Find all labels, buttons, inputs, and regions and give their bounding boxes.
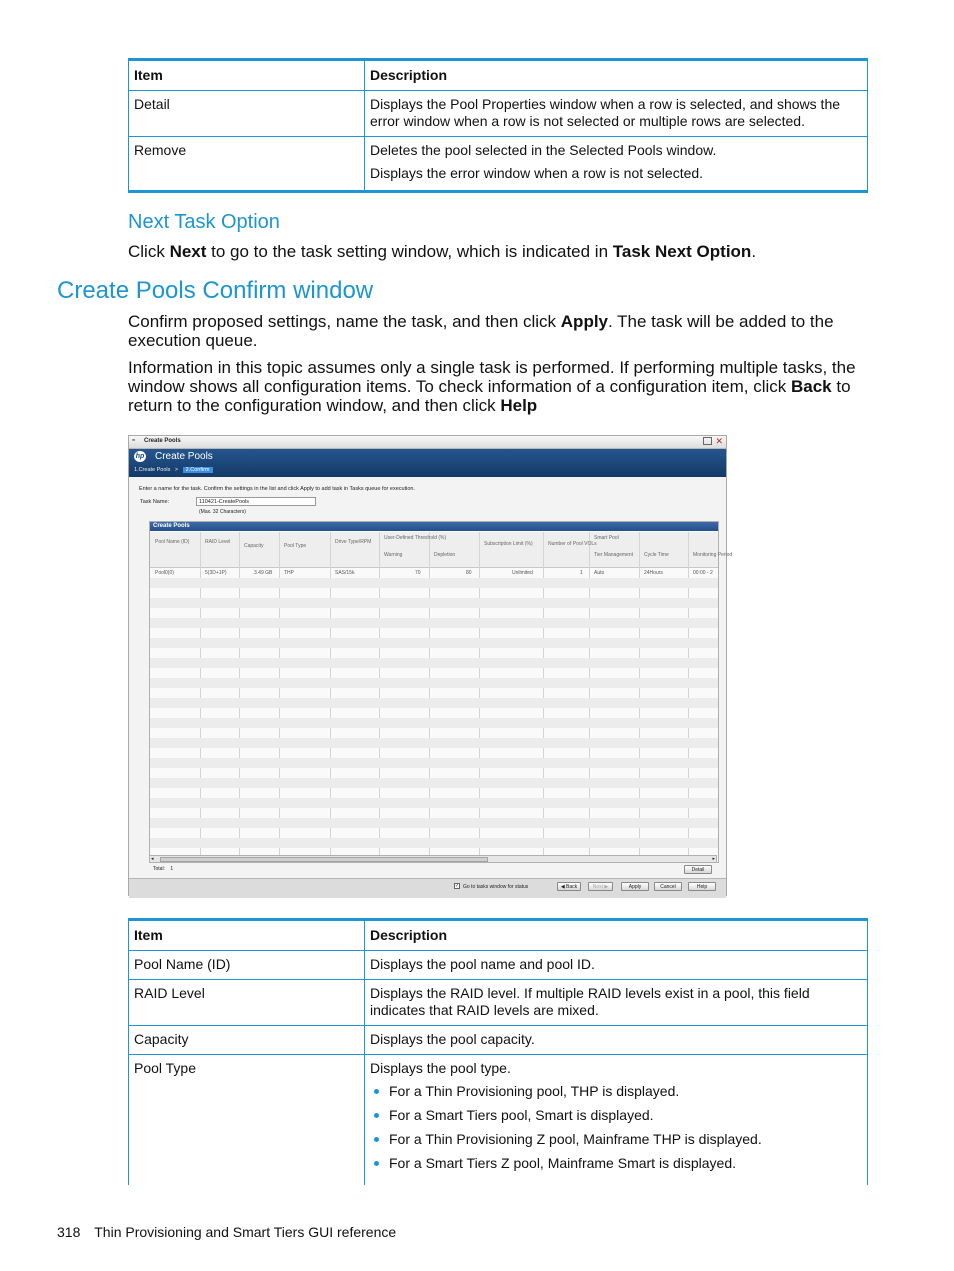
table-row — [150, 678, 718, 688]
table-row — [129, 1055, 868, 1186]
table-row — [150, 778, 718, 788]
col-drive-type[interactable]: Drive Type/RPM — [335, 539, 372, 545]
bold-term: Help — [500, 396, 538, 415]
pool-type-list — [370, 1083, 862, 1172]
list-item: For a Thin Provisioning pool, THP is displayed. — [370, 1083, 862, 1100]
close-icon: ✕ — [715, 436, 723, 446]
cell-description — [365, 137, 868, 192]
col-subscription-limit[interactable]: Subscription Limit (%) — [484, 541, 533, 547]
table-row — [150, 828, 718, 838]
task-name-label: Task Name: — [140, 499, 170, 505]
help-button[interactable]: Help — [688, 882, 716, 891]
cell-item: Pool Name (ID) — [129, 951, 365, 980]
table-row — [129, 91, 868, 137]
cell-item: Capacity — [129, 1026, 365, 1055]
cell-item: Detail — [129, 91, 365, 137]
table-title: Create Pools — [150, 522, 718, 531]
table-row — [150, 588, 718, 598]
instruction-text: Enter a name for the task. Confirm the settings in the list and click Apply to add task in Tasks queue for execution. — [139, 486, 415, 492]
horizontal-scrollbar[interactable] — [149, 855, 717, 863]
cell-capacity: 3.49 GB — [254, 570, 273, 576]
goto-tasks-label: Go to tasks window for status — [463, 884, 529, 890]
table-row — [129, 980, 868, 1026]
table-row — [150, 718, 718, 728]
table-row — [129, 951, 868, 980]
table-row — [129, 137, 868, 192]
table-row — [150, 578, 718, 588]
list-item: For a Thin Provisioning Z pool, Mainframe THP is displayed. — [370, 1131, 862, 1148]
header-item: Item — [129, 60, 365, 91]
table-row — [150, 818, 718, 828]
back-button[interactable]: ◀ Back — [557, 882, 581, 891]
hp-logo-icon: hp — [135, 453, 145, 460]
section-paragraph-1 — [128, 312, 868, 350]
text: . — [751, 242, 757, 261]
cell-pool-name: Pool0(0) — [155, 570, 174, 576]
table-row — [150, 658, 718, 668]
footer-title: Thin Provisioning and Smart Tiers GUI reference — [94, 1224, 397, 1240]
table-row — [150, 748, 718, 758]
table-row — [150, 628, 718, 638]
cell-description — [365, 1055, 868, 1186]
section-heading: Create Pools Confirm window — [57, 277, 374, 304]
cell-pool-type: THP — [284, 570, 294, 576]
table-row — [150, 808, 718, 818]
crumb-separator: > — [174, 467, 179, 473]
create-pools-table — [149, 521, 733, 863]
task-name-input[interactable] — [196, 497, 316, 506]
table-row — [150, 758, 718, 768]
cell-depletion: 80 — [466, 570, 472, 576]
table-row — [150, 618, 718, 628]
create-pools-confirm-screenshot — [128, 435, 733, 896]
detail-button[interactable]: Detail — [684, 865, 712, 874]
table-row — [150, 708, 718, 718]
item-description-table-2 — [128, 918, 868, 1185]
cell-raid-level: 5(3D+1P) — [205, 570, 227, 576]
table-header-row — [129, 60, 868, 91]
cell-drive-type: SAS/15k — [335, 570, 355, 576]
next-task-paragraph — [128, 242, 868, 261]
col-pool-vols[interactable]: Number of Pool VOLs — [548, 541, 597, 547]
cell-warning: 70 — [415, 570, 421, 576]
wizard-breadcrumb — [134, 467, 213, 473]
scroll-left-icon[interactable]: ◂ — [151, 856, 154, 862]
bold-term: Task Next Option — [612, 242, 752, 261]
col-pool-name[interactable]: Pool Name (ID) — [155, 539, 190, 545]
goto-tasks-checkbox[interactable]: ✓ — [455, 883, 460, 889]
text: to return to the configuration window, and then click — [128, 377, 851, 415]
text: . The task will be added to the execution queue. — [128, 312, 834, 350]
table-row — [150, 768, 718, 778]
cell-pool-vols: 1 — [580, 570, 583, 576]
cell-tier-management: Auto — [594, 570, 605, 576]
cell-description: Displays the pool name and pool ID. — [365, 951, 868, 980]
cell-description: Displays the RAID level. If multiple RAID levels exist in a pool, this field indicates that RAID levels are mixed. — [365, 980, 868, 1026]
table-row — [150, 668, 718, 678]
table-row — [150, 698, 718, 708]
col-depletion[interactable]: Depletion — [434, 552, 456, 558]
crumb-step-1: 1.Create Pools — [134, 467, 171, 473]
cell-description: Displays the pool capacity. — [365, 1026, 868, 1055]
header-description: Description — [365, 920, 868, 951]
col-raid-level[interactable]: RAID Level — [205, 539, 231, 545]
cell-cycle-time: 24Hours — [644, 570, 663, 576]
subsection-heading: Next Task Option — [128, 211, 280, 233]
bold-term: Back — [791, 377, 832, 396]
table-row — [150, 688, 718, 698]
list-item: For a Smart Tiers pool, Smart is displayed. — [370, 1107, 862, 1124]
list-item: For a Smart Tiers Z pool, Mainframe Smart is displayed. — [370, 1155, 862, 1172]
scroll-right-icon[interactable]: ▸ — [712, 856, 715, 862]
table-row — [150, 638, 718, 648]
wizard-banner — [129, 449, 726, 477]
col-smart-pool: Smart Pool — [594, 535, 619, 541]
col-monitoring-period[interactable]: Monitoring Period — [693, 552, 733, 558]
text: Confirm proposed settings, name the task, and then click — [128, 312, 561, 331]
section-paragraph-2 — [128, 358, 868, 415]
cell-item: Pool Type — [129, 1055, 365, 1186]
table-row — [129, 1026, 868, 1055]
total-value: 1 — [170, 866, 174, 872]
col-warning[interactable]: Warning — [384, 552, 403, 558]
task-name-value: 110421-CreatePools — [199, 499, 250, 505]
cell-monitoring-period: 00:00 - 2 — [693, 570, 713, 576]
header-item: Item — [129, 920, 365, 951]
cell-subscription: Unlimited — [512, 570, 533, 576]
col-capacity[interactable]: Capacity — [244, 543, 264, 549]
cell-item: RAID Level — [129, 980, 365, 1026]
text: Click — [128, 242, 170, 261]
description-text: Displays the pool type. — [370, 1060, 511, 1076]
table-row — [150, 648, 718, 658]
window-titlebar — [129, 436, 726, 449]
description-text: Displays the Pool Properties window when a row is selected, and shows the error window when a row is not selected or multiple rows are selected. — [370, 96, 841, 129]
table-row — [150, 838, 718, 848]
maximize-icon — [703, 437, 712, 445]
total-count — [153, 866, 173, 872]
item-description-table-1 — [128, 58, 868, 193]
col-threshold: User-Defined Threshold (%) — [384, 535, 447, 541]
window-title: Create Pools — [144, 438, 181, 444]
table-row[interactable] — [150, 568, 718, 578]
table-row — [150, 608, 718, 618]
crumb-step-2: 2.Confirm — [183, 467, 213, 473]
text: to go to the task setting window, which is indicated in — [206, 242, 613, 261]
text: Information in this topic assumes only a single task is performed. If performing multiple tasks, the window shows all configuration items. To check information of a configuration item, click — [128, 358, 856, 396]
apply-button[interactable]: Apply — [621, 882, 649, 891]
scrollbar-thumb[interactable] — [160, 857, 488, 862]
col-tier-management[interactable]: Tier Management — [594, 552, 633, 558]
table-row — [150, 728, 718, 738]
header-description: Description — [365, 60, 868, 91]
bold-term: Next — [169, 242, 207, 261]
description-text: Deletes the pool selected in the Selected Pools window. — [370, 142, 717, 158]
description-text: Displays the error window when a row is not selected. — [370, 165, 704, 181]
table-row — [150, 798, 718, 808]
table-header-row — [129, 920, 868, 951]
col-pool-type[interactable]: Pool Type — [284, 543, 307, 549]
cell-item: Remove — [129, 137, 365, 192]
col-cycle-time[interactable]: Cycle Time — [644, 552, 669, 558]
page-footer — [57, 1224, 396, 1240]
cell-description — [365, 91, 868, 137]
collapse-icon: ≈ — [132, 438, 136, 444]
bold-term: Apply — [560, 312, 609, 331]
page-number: 318 — [57, 1224, 81, 1240]
banner-title: Create Pools — [155, 451, 213, 462]
table-row — [150, 598, 718, 608]
total-label: Total: — [153, 866, 165, 872]
task-name-hint: (Max. 32 Characters) — [199, 509, 246, 515]
table-row — [150, 738, 718, 748]
next-button[interactable]: Next ▶ — [588, 882, 613, 891]
table-row — [150, 788, 718, 798]
cancel-button[interactable]: Cancel — [654, 882, 682, 891]
